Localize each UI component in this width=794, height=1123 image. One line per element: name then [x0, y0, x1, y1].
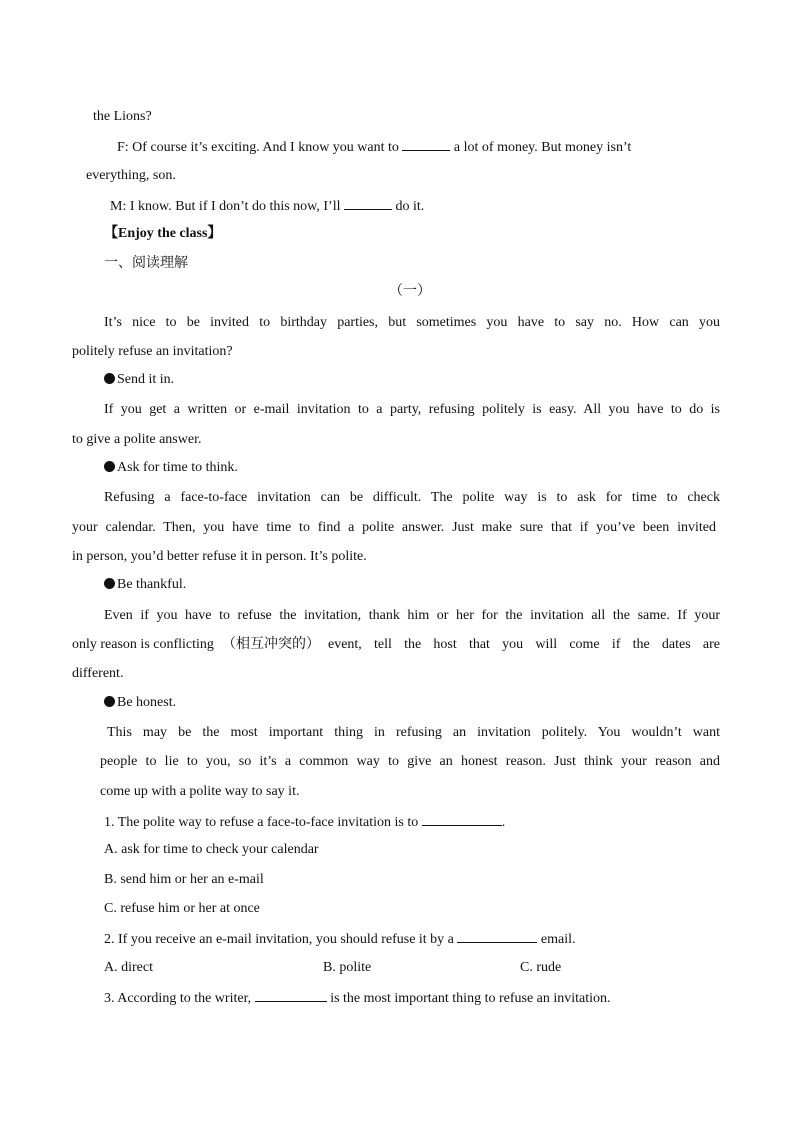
- passage-paragraph: [107, 724, 720, 742]
- passage-text: come up with a polite way to say it.: [100, 784, 300, 799]
- passage-text: politely refuse an invitation?: [72, 344, 233, 359]
- passage-text: people to lie to you, so it’s a common way to give an honest reason. Just think your reason and: [100, 754, 720, 769]
- passage-text: If you get a written or e-mail invitation to a party, refusing politely is easy. All you have to do is: [104, 402, 720, 417]
- passage-paragraph: [100, 783, 299, 801]
- question-text: is the most important thing to refuse an invitation.: [330, 991, 611, 1006]
- passage-paragraph: [72, 431, 201, 449]
- passage-text: your calendar. Then, you have time to find a polite answer. Just make sure that if you’ve been invited: [72, 520, 716, 535]
- question-text: .: [501, 815, 506, 830]
- answer-blank: [422, 812, 502, 826]
- passage-paragraph: [72, 519, 716, 537]
- dialogue-text: F: Of course it’s exciting. And I know you want to: [117, 140, 399, 155]
- dialogue-line: [93, 108, 152, 126]
- passage-text: Even if you have to refuse the invitation, thank him or her for the invitation all the same. If your: [104, 608, 720, 623]
- dialogue-text: M: I know. But if I don’t do this now, I’ll: [110, 199, 341, 214]
- passage-text: event, tell the host that you will come if the dates are: [327, 637, 720, 652]
- tip-heading: [104, 459, 238, 477]
- tip-heading-text: Be honest.: [117, 695, 177, 710]
- passage-paragraph: [72, 343, 233, 361]
- bullet-icon: [104, 578, 115, 589]
- question-1: [104, 812, 505, 832]
- dialogue-text: a lot of money. But money isn’t: [453, 140, 632, 155]
- passage-paragraph: [104, 489, 720, 507]
- section-subheading-text: 一、阅读理解: [104, 255, 188, 271]
- question-text: email.: [540, 932, 576, 947]
- tip-heading: [104, 576, 186, 594]
- dialogue-text: the Lions?: [93, 109, 152, 124]
- tip-heading: [104, 694, 176, 712]
- dialogue-line: [110, 196, 424, 216]
- option-a: [104, 959, 153, 977]
- question-text: 3. According to the writer,: [104, 991, 252, 1006]
- passage-paragraph: [100, 753, 720, 771]
- tip-heading-text: Send it in.: [117, 372, 175, 387]
- passage-text: It’s nice to be invited to birthday parties, but sometimes you have to say no. How can you: [104, 315, 720, 330]
- option-text: B. send him or her an e-mail: [104, 872, 264, 887]
- option-c: [104, 900, 260, 918]
- tip-heading-text: Be thankful.: [117, 577, 187, 592]
- dialogue-line: [117, 137, 631, 157]
- option-text: A. direct: [104, 960, 153, 975]
- bullet-icon: [104, 696, 115, 707]
- option-text: C. rude: [520, 960, 562, 975]
- answer-blank: [255, 988, 327, 1002]
- answer-blank: [457, 929, 537, 943]
- gloss-text: （相互冲突的）: [221, 636, 320, 652]
- passage-paragraph: [104, 314, 720, 332]
- dialogue-text: everything, son.: [86, 168, 176, 183]
- question-3: [104, 988, 611, 1008]
- question-2: [104, 929, 576, 949]
- passage-paragraph: [72, 635, 720, 654]
- bullet-icon: [104, 373, 115, 384]
- option-a: [104, 841, 319, 859]
- option-c: [520, 959, 561, 977]
- passage-text: in person, you’d better refuse it in person. It’s polite.: [72, 549, 367, 564]
- passage-paragraph: [104, 401, 720, 419]
- passage-text: different.: [72, 666, 124, 681]
- section-subheading: [104, 254, 188, 272]
- answer-blank: [402, 137, 450, 151]
- bullet-icon: [104, 461, 115, 472]
- passage-paragraph: [72, 665, 123, 683]
- passage-text: Refusing a face-to-face invitation can be difficult. The polite way is to ask for time to check: [104, 490, 720, 505]
- tip-heading: [104, 371, 174, 389]
- passage-text: to give a polite answer.: [72, 432, 202, 447]
- option-b: [323, 959, 371, 977]
- section-heading-text: 【Enjoy the class】: [104, 226, 222, 241]
- passage-text: This may be the most important thing in refusing an invitation politely. You wouldn’t want: [107, 725, 720, 740]
- option-text: C. refuse him or her at once: [104, 901, 260, 916]
- passage-paragraph: [104, 607, 720, 625]
- dialogue-line: [86, 167, 176, 185]
- passage-text: only reason is conflicting: [72, 637, 214, 652]
- answer-blank: [344, 196, 392, 210]
- option-text: B. polite: [323, 960, 372, 975]
- section-heading: [104, 224, 221, 243]
- dialogue-text: do it.: [395, 199, 425, 214]
- option-b: [104, 871, 264, 889]
- question-text: 2. If you receive an e-mail invitation, you should refuse it by a: [104, 932, 454, 947]
- passage-number-text: （一）: [389, 283, 431, 299]
- tip-heading-text: Ask for time to think.: [117, 460, 238, 475]
- passage-paragraph: [72, 548, 367, 566]
- question-text: 1. The polite way to refuse a face-to-face invitation is to: [104, 815, 419, 830]
- option-text: A. ask for time to check your calendar: [104, 842, 319, 857]
- passage-number: [0, 282, 794, 300]
